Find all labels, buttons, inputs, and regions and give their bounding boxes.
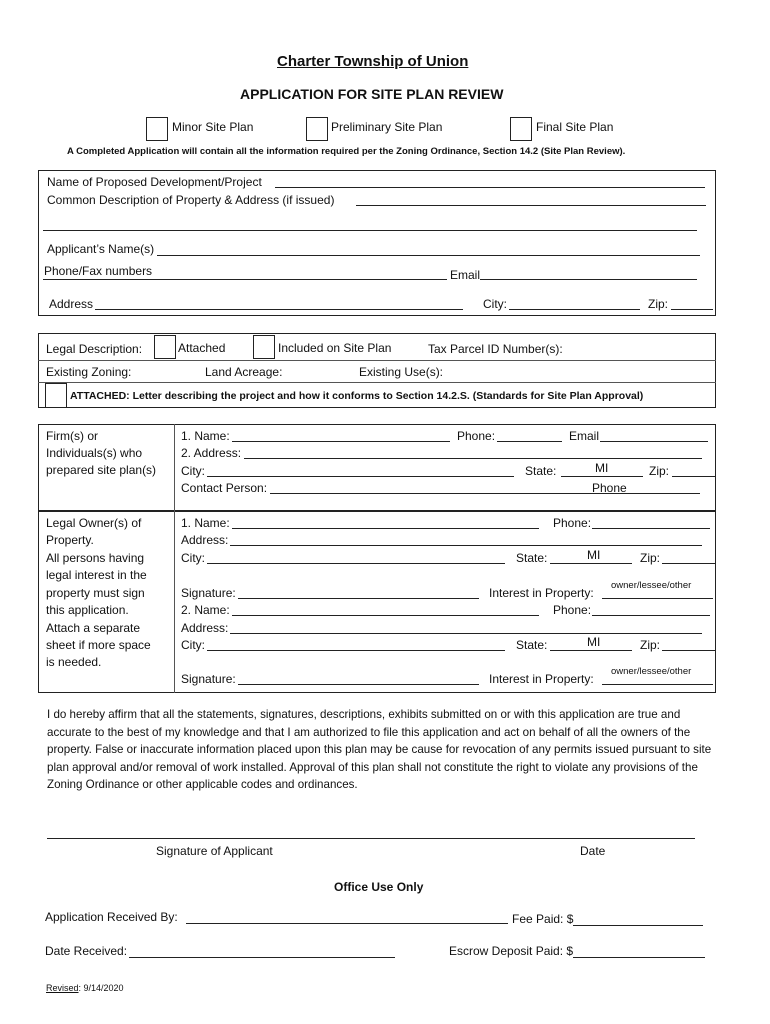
page-title: Charter Township of Union (277, 53, 469, 70)
owner2-address-label: Address: (181, 621, 229, 635)
owners-side-label-6: this application. (46, 603, 129, 617)
owners-side-label-8: sheet if more space (46, 638, 151, 652)
owner1-city-label: City: (181, 551, 205, 565)
zip-field[interactable] (671, 309, 713, 310)
firm-zip-label: Zip: (649, 464, 670, 478)
firm-address-label: 2. Address: (181, 446, 242, 460)
phone-fax-field[interactable] (43, 279, 447, 280)
owner1-name-label: 1. Name: (181, 516, 230, 530)
contact-person-label: Contact Person: (181, 481, 268, 495)
tax-parcel-label: Tax Parcel ID Number(s): (428, 342, 563, 356)
revised-date: : 9/14/2020 (78, 983, 124, 993)
attached-letter-checkbox[interactable] (45, 383, 67, 408)
owners-side-label-2: Property. (46, 533, 94, 547)
property-description-label: Common Description of Property & Address (if issued) (47, 193, 335, 207)
owners-side-label-4: legal interest in the (46, 568, 147, 582)
affirmation-text: I do hereby affirm that all the statements, signatures, descriptions, exhibits submitted on or with this application are true and accurate to the best of my knowledge and that I am authorized to file this application and act on behalf of all the owners of the property. False or inaccurate information placed upon this plan may be cause for revocation of any permits issued pursuant to site plan approval and/or removal of work installed. Approval of this plan shall not constitute the right to violate any provisions of the Zoning Ordinance or other applicable codes and ordinances. (47, 708, 712, 791)
firm-state-value: MI (595, 461, 609, 475)
attached-label: Attached (178, 341, 226, 355)
escrow-paid-label: Escrow Deposit Paid: $ (449, 944, 574, 958)
firm-state-label: State: (525, 464, 557, 478)
final-site-plan-label: Final Site Plan (536, 120, 614, 134)
owner1-phone-label: Phone: (553, 516, 592, 530)
owner1-signature-field[interactable] (238, 598, 479, 599)
project-name-label: Name of Proposed Development/Project (47, 175, 262, 189)
address-label: Address (49, 297, 94, 311)
owner1-zip-label: Zip: (640, 551, 661, 565)
firm-city-field[interactable] (207, 476, 514, 477)
contact-person-field[interactable] (270, 493, 700, 494)
date-label: Date (580, 844, 606, 858)
firm-address-field[interactable] (244, 458, 702, 459)
project-name-field[interactable] (275, 187, 705, 188)
owner2-state-field[interactable] (550, 650, 632, 651)
owner1-name-field[interactable] (232, 528, 539, 529)
office-use-title: Office Use Only (334, 880, 424, 894)
owners-side-label-7: Attach a separate (46, 621, 141, 635)
owner1-interest-label: Interest in Property: (489, 586, 594, 600)
fee-paid-label: Fee Paid: $ (512, 912, 574, 926)
firms-side-label-3: prepared site plan(s) (46, 463, 157, 477)
owner1-state-label: State: (516, 551, 548, 565)
owner2-state-label: State: (516, 638, 548, 652)
legal-description-label: Legal Description: (46, 342, 143, 356)
attached-checkbox[interactable] (154, 335, 176, 359)
firm-email-label: Email (569, 429, 600, 443)
revised-note (46, 983, 124, 993)
firm-name-label: 1. Name: (181, 429, 230, 443)
owners-side-label-1: Legal Owner(s) of (46, 516, 142, 530)
owner2-phone-label: Phone: (553, 603, 592, 617)
firm-name-field[interactable] (232, 441, 450, 442)
owner2-signature-label: Signature: (181, 672, 236, 686)
included-on-site-plan-checkbox[interactable] (253, 335, 275, 359)
applicant-name-label: Applicant’s Name(s) (47, 242, 155, 256)
existing-zoning-label: Existing Zoning: (46, 365, 132, 379)
owner1-interest-value: owner/lessee/other (611, 580, 692, 591)
contact-phone-label: Phone (592, 481, 627, 495)
property-description-field[interactable] (356, 205, 706, 206)
date-received-field[interactable] (129, 957, 395, 958)
included-on-site-plan-label: Included on Site Plan (278, 341, 392, 355)
firm-city-label: City: (181, 464, 205, 478)
owner2-interest-field[interactable] (602, 684, 713, 685)
owners-side-label-3: All persons having (46, 551, 145, 565)
owner2-phone-field[interactable] (592, 615, 710, 616)
applicant-name-field[interactable] (157, 255, 700, 256)
received-by-field[interactable] (186, 923, 508, 924)
owner2-city-label: City: (181, 638, 205, 652)
firms-side-label-2: Individuals(s) who (46, 446, 143, 460)
owner1-state-value: MI (587, 548, 601, 562)
owner1-interest-field[interactable] (602, 598, 713, 599)
owner1-zip-field[interactable] (662, 563, 715, 564)
form-subtitle: APPLICATION FOR SITE PLAN REVIEW (240, 86, 504, 102)
city-field[interactable] (509, 309, 640, 310)
owner2-interest-value: owner/lessee/other (611, 666, 692, 677)
email-label: Email (450, 268, 481, 282)
land-acreage-label: Land Acreage: (205, 365, 283, 379)
firm-email-field[interactable] (600, 441, 708, 442)
applicant-signature-label: Signature of Applicant (156, 844, 273, 858)
minor-site-plan-label: Minor Site Plan (172, 120, 254, 134)
preliminary-site-plan-label: Preliminary Site Plan (331, 120, 443, 134)
received-by-label: Application Received By: (45, 910, 178, 924)
owner1-signature-label: Signature: (181, 586, 236, 600)
firm-phone-label: Phone: (457, 429, 496, 443)
firms-side-label-1: Firm(s) or (46, 429, 98, 443)
owner2-state-value: MI (587, 635, 601, 649)
existing-use-label: Existing Use(s): (359, 365, 444, 379)
final-site-plan-checkbox[interactable] (510, 117, 532, 141)
owner1-city-field[interactable] (207, 563, 505, 564)
firm-state-field[interactable] (561, 476, 643, 477)
owner2-address-field[interactable] (230, 633, 702, 634)
fee-paid-field[interactable] (573, 925, 703, 926)
completion-note: A Completed Application will contain all the information required per the Zoning Ordinance, Section 14.2 (Site Plan Review). (67, 146, 626, 157)
escrow-paid-field[interactable] (573, 957, 705, 958)
email-field[interactable] (480, 279, 697, 280)
owners-side-label-5: property must sign (46, 586, 145, 600)
owner2-interest-label: Interest in Property: (489, 672, 594, 686)
attached-letter-label: ATTACHED: Letter describing the project and how it conforms to Section 14.2.S. (Standards for Site Plan Approval) (70, 390, 644, 402)
preliminary-site-plan-checkbox[interactable] (306, 117, 328, 141)
zip-label: Zip: (648, 297, 669, 311)
owner2-zip-label: Zip: (640, 638, 661, 652)
owner2-zip-field[interactable] (662, 650, 715, 651)
applicant-signature-field[interactable] (47, 838, 695, 839)
minor-site-plan-checkbox[interactable] (146, 117, 168, 141)
firm-zip-field[interactable] (672, 476, 715, 477)
city-label: City: (483, 297, 507, 311)
owner2-name-label: 2. Name: (181, 603, 230, 617)
revised-label: Revised (46, 983, 79, 993)
owner1-phone-field[interactable] (592, 528, 710, 529)
date-received-label: Date Received: (45, 944, 128, 958)
owners-side-label-9: is needed. (46, 655, 102, 669)
phone-fax-label: Phone/Fax numbers (44, 264, 153, 278)
owner2-signature-field[interactable] (238, 684, 479, 685)
owner1-state-field[interactable] (550, 563, 632, 564)
owner1-address-field[interactable] (230, 545, 702, 546)
owner2-city-field[interactable] (207, 650, 505, 651)
owner1-address-label: Address: (181, 533, 229, 547)
address-field[interactable] (95, 309, 463, 310)
property-description-field-2[interactable] (43, 230, 697, 231)
owner2-name-field[interactable] (232, 615, 539, 616)
firm-phone-field[interactable] (497, 441, 562, 442)
